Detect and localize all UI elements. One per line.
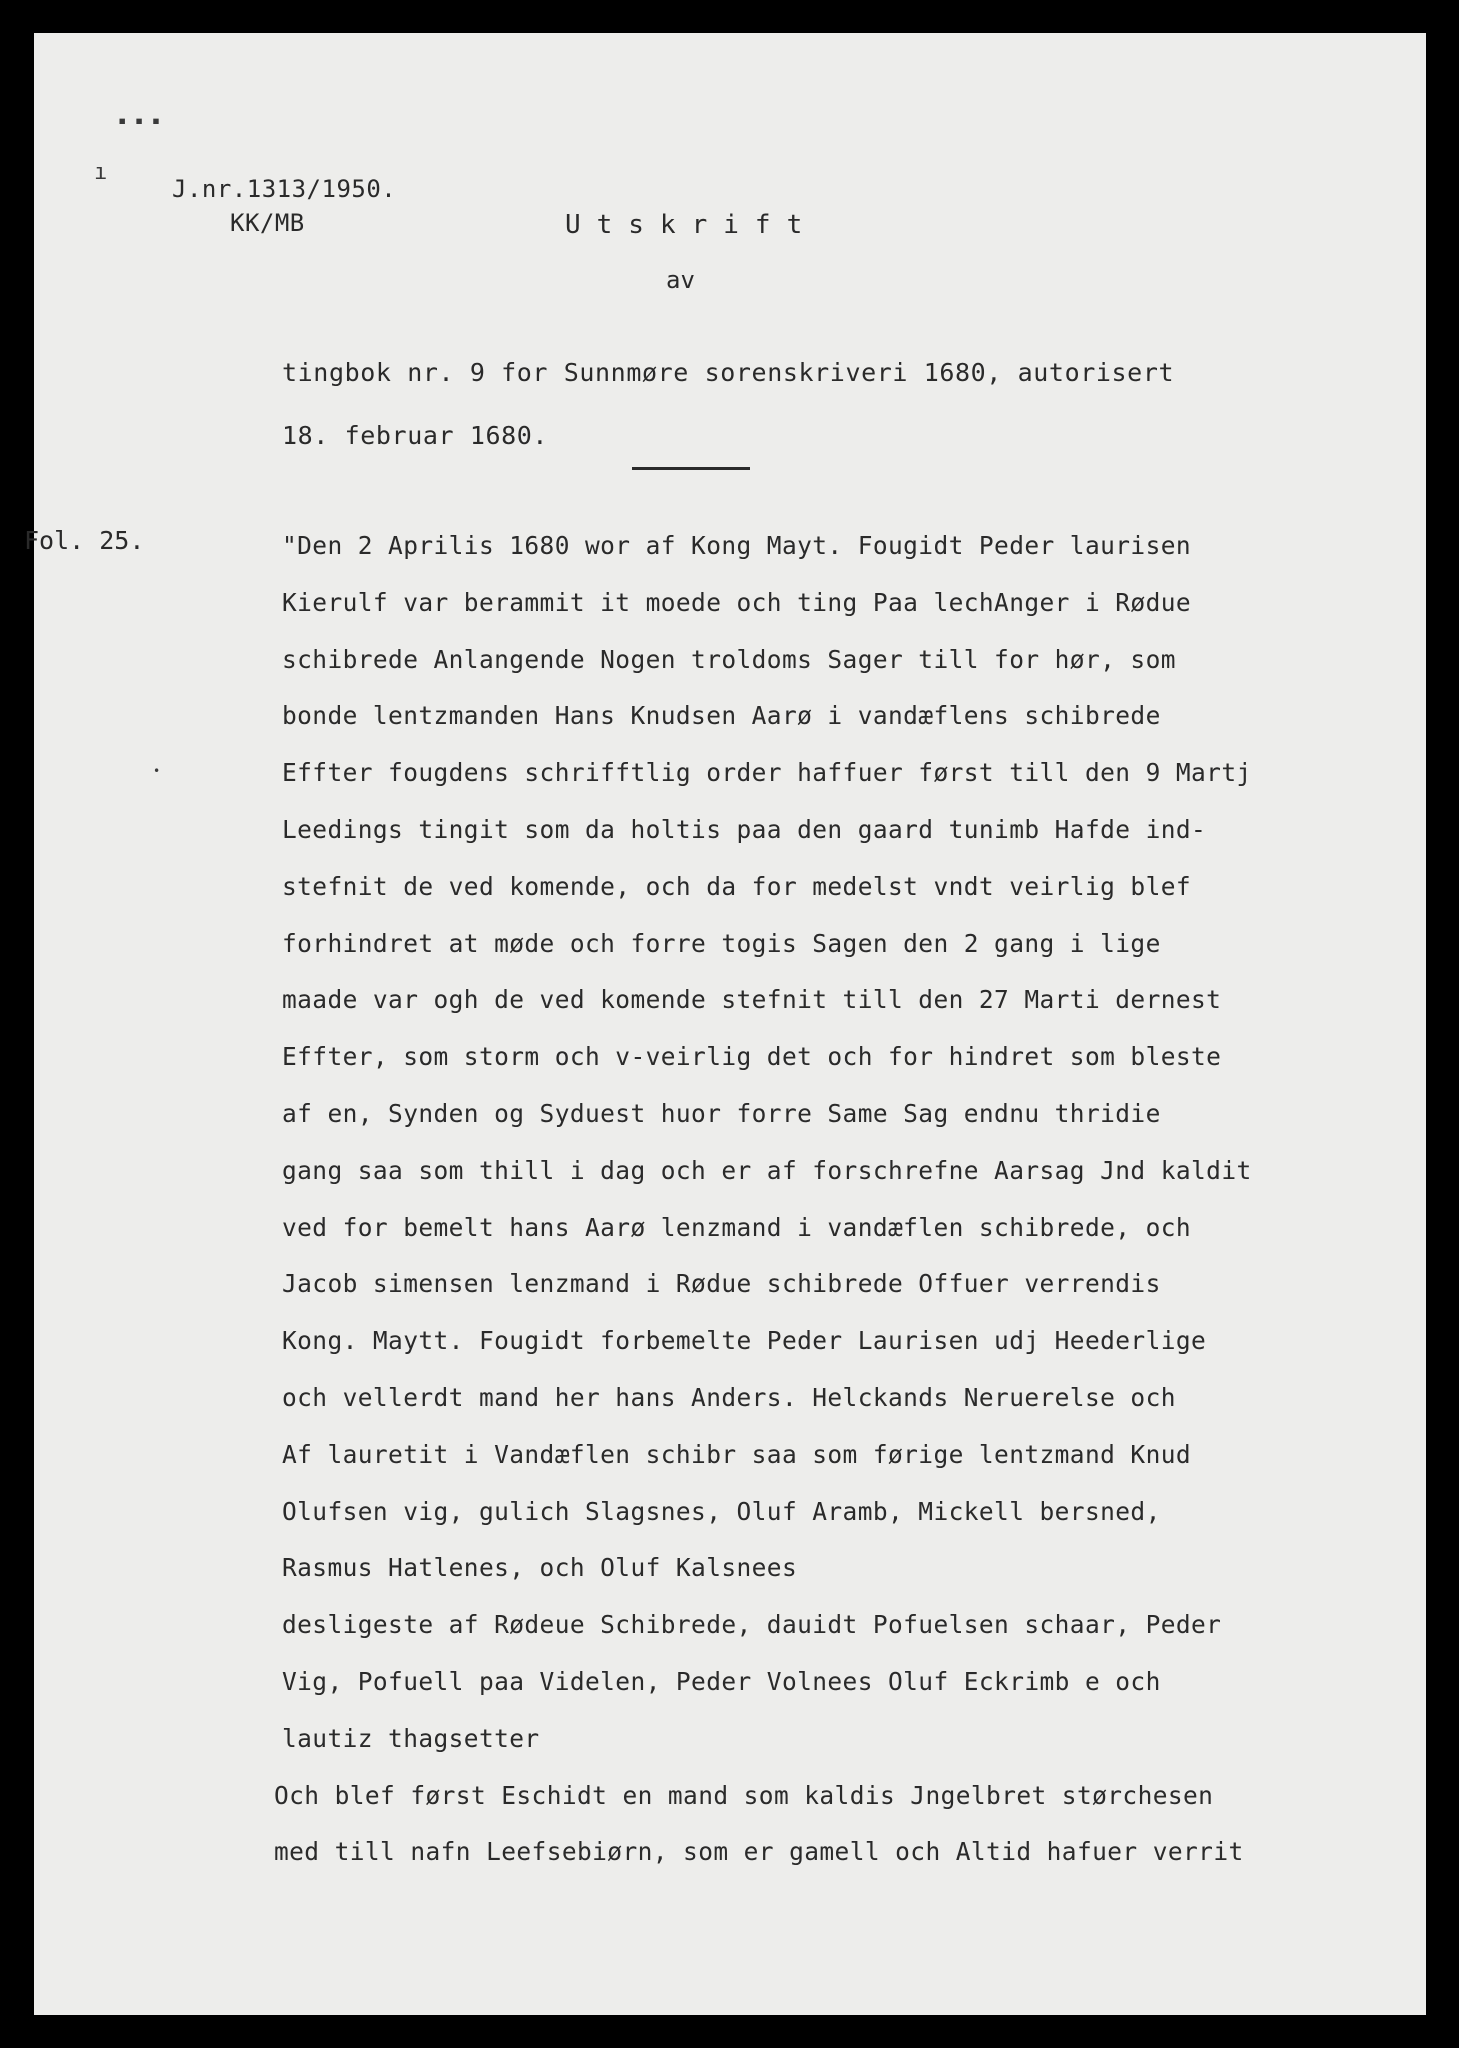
transcript-line: desligeste af Rødeue Schibrede, dauidt Pofuelsen schaar, Peder bbox=[282, 1610, 1222, 1640]
transcript-line: bonde lentzmanden Hans Knudsen Aarø i vandæflens schibrede bbox=[282, 701, 1161, 731]
transcript-line: af en, Synden og Syduest huor forre Same Sag endnu thridie bbox=[282, 1098, 1161, 1128]
transcript-line: och vellerdt mand her hans Anders. Helckands Neruerelse och bbox=[282, 1382, 1176, 1412]
transcript-line: Kierulf var berammit it moede och ting Paa lechAnger i Rødue bbox=[282, 587, 1192, 617]
title-connector: av bbox=[666, 266, 695, 294]
margin-speck: ı bbox=[94, 160, 108, 185]
transcript-line: Och blef først Eschidt en mand som kaldis Jngelbret størchesen bbox=[274, 1780, 1214, 1810]
margin-speck: ▪ ▪ ▪ bbox=[118, 113, 161, 129]
transcript-line: gang saa som thill i dag och er af forschrefne Aarsag Jnd kaldit bbox=[282, 1155, 1252, 1185]
transcript-line: Af lauretit i Vandæflen schibr saa som førige lentzmand Knud bbox=[282, 1439, 1192, 1469]
folio-label: Fol. 25. bbox=[24, 526, 145, 555]
transcript-line: schibrede Anlangende Nogen troldoms Sager till for hør, som bbox=[282, 644, 1176, 674]
journal-number: J.nr.1313/1950. bbox=[172, 175, 397, 203]
transcript-line: ved for bemelt hans Aarø lenzmand i vandæflen schibrede, och bbox=[282, 1212, 1192, 1242]
transcript-line: Olufsen vig, gulich Slagsnes, Oluf Aramb, Mickell bersned, bbox=[282, 1496, 1161, 1526]
transcript-line: lautiz thagsetter bbox=[282, 1723, 540, 1753]
transcript-line: forhindret at møde och forre togis Sagen den 2 gang i lige bbox=[282, 928, 1161, 958]
initials: KK/MB bbox=[230, 209, 305, 237]
journal-reference bbox=[172, 172, 396, 240]
transcript-line: Jacob simensen lenzmand i Rødue schibrede Offuer verrendis bbox=[282, 1269, 1161, 1299]
transcript-line: Rasmus Hatlenes, och Oluf Kalsnees bbox=[282, 1553, 798, 1583]
transcript-line: Kong. Maytt. Fougidt forbemelte Peder Laurisen udj Heederlige bbox=[282, 1326, 1207, 1356]
divider-rule bbox=[632, 467, 750, 470]
transcript-line: Effter, som storm och v-veirlig det och for hindret som bleste bbox=[282, 1042, 1222, 1072]
transcript-line: Vig, Pofuell paa Videlen, Peder Volnees Oluf Eckrimb e och bbox=[282, 1666, 1161, 1696]
margin-speck: • bbox=[153, 764, 161, 778]
transcript-body bbox=[274, 518, 1387, 1881]
transcript-line: med till nafn Leefsebiørn, som er gamell och Altid hafuer verrit bbox=[274, 1837, 1244, 1867]
document-title: Utskrift bbox=[565, 210, 819, 240]
subtitle-line: tingbok nr. 9 for Sunnmøre sorenskriveri 1680, autorisert bbox=[282, 358, 1175, 387]
transcript-line: maade var ogh de ved komende stefnit till den 27 Marti dernest bbox=[282, 985, 1222, 1015]
transcript-line: stefnit de ved komende, och da for medelst vndt veirlig blef bbox=[282, 871, 1192, 901]
subtitle-line: 18. februar 1680. bbox=[282, 421, 549, 450]
transcript-line: Effter fougdens schrifftlig order haffuer først till den 9 Martj bbox=[282, 758, 1252, 788]
transcript-line: Leedings tingit som da holtis paa den gaard tunimb Hafde ind- bbox=[282, 814, 1207, 844]
transcript-line: "Den 2 Aprilis 1680 wor af Kong Mayt. Fougidt Peder laurisen bbox=[282, 531, 1192, 560]
